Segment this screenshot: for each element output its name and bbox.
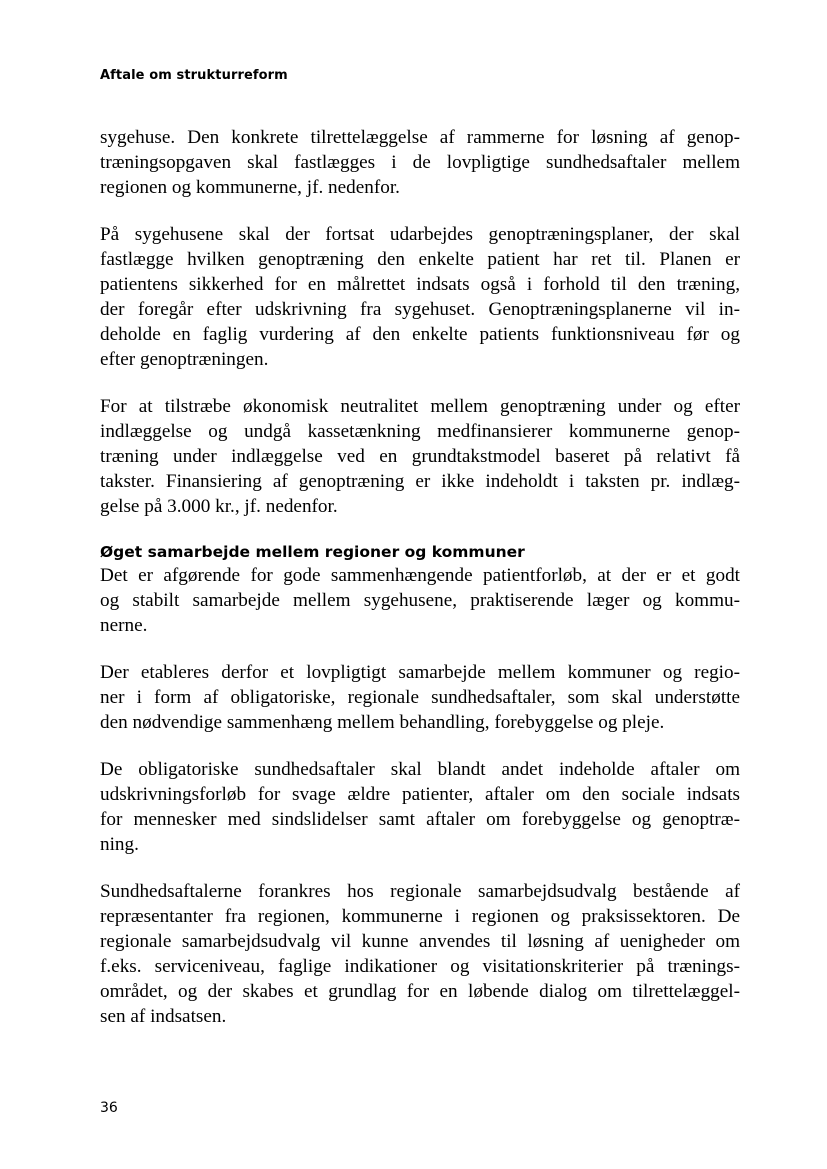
paragraph bbox=[100, 660, 740, 735]
text-line: regionen og kommunerne, jf. nedenfor. bbox=[100, 177, 400, 198]
text-line: Der etableres derfor et lovpligtigt samarbejde mellem kommuner og regio- bbox=[100, 662, 740, 683]
text-line: sen af indsatsen. bbox=[100, 1006, 227, 1027]
text-line: takster. Finansiering af genoptræning er ikke indeholdt i taksten pr. indlæg- bbox=[100, 471, 740, 492]
text-line: indlæggelse og undgå kassetænkning medfinansierer kommunerne genop- bbox=[100, 421, 740, 442]
paragraph bbox=[100, 879, 740, 1029]
text-line: f.eks. serviceniveau, faglige indikationer og visitationskriterier på trænings- bbox=[100, 956, 740, 977]
text-line: regionale samarbejdsudvalg vil kunne anvendes til løsning af uenigheder om bbox=[100, 931, 740, 952]
text-line: den nødvendige sammenhæng mellem behandling, forebyggelse og pleje. bbox=[100, 712, 665, 733]
text-line: nerne. bbox=[100, 615, 148, 636]
text-line: der foregår efter udskrivning fra sygehuset. Genoptræningsplanerne vil in- bbox=[100, 299, 740, 320]
text-line: udskrivningsforløb for svage ældre patienter, aftaler om den sociale indsats bbox=[100, 784, 740, 805]
running-header: Aftale om strukturreform bbox=[100, 68, 288, 83]
text-line: For at tilstræbe økonomisk neutralitet mellem genoptræning under og efter bbox=[100, 396, 740, 417]
paragraph bbox=[100, 222, 740, 372]
text-line: De obligatoriske sundhedsaftaler skal blandt andet indeholde aftaler om bbox=[100, 759, 740, 780]
paragraph bbox=[100, 125, 740, 200]
text-line: træning under indlæggelse ved en grundtakstmodel baseret på relativt få bbox=[100, 446, 740, 467]
text-line: området, og der skabes et grundlag for en løbende dialog om tilrettelæggel- bbox=[100, 981, 740, 1002]
text-line: fastlægge hvilken genoptræning den enkelte patient har ret til. Planen er bbox=[100, 249, 740, 270]
text-line: efter genoptræningen. bbox=[100, 349, 269, 370]
text-line: patientens sikkerhed for en målrettet indsats også i forhold til den træning, bbox=[100, 274, 740, 295]
text-line: Sundhedsaftalerne forankres hos regionale samarbejdsudvalg bestående af bbox=[100, 881, 740, 902]
paragraph bbox=[100, 757, 740, 857]
page-number: 36 bbox=[100, 1100, 118, 1116]
text-line: ner i form af obligatoriske, regionale sundhedsaftaler, som skal understøtte bbox=[100, 687, 740, 708]
section-heading: Øget samarbejde mellem regioner og kommuner bbox=[100, 543, 525, 561]
text-line: sygehuse. Den konkrete tilrettelæggelse af rammerne for løsning af genop- bbox=[100, 127, 740, 148]
text-line: og stabilt samarbejde mellem sygehusene, praktiserende læger og kommu- bbox=[100, 590, 740, 611]
text-line: gelse på 3.000 kr., jf. nedenfor. bbox=[100, 496, 338, 517]
text-line: På sygehusene skal der fortsat udarbejdes genoptræningsplaner, der skal bbox=[100, 224, 740, 245]
paragraph bbox=[100, 563, 740, 638]
text-line: repræsentanter fra regionen, kommunerne i regionen og praksissektoren. De bbox=[100, 906, 740, 927]
text-line: Det er afgørende for gode sammenhængende patientforløb, at der er et godt bbox=[100, 565, 740, 586]
text-line: for mennesker med sindslidelser samt aftaler om forebyggelse og genoptræ- bbox=[100, 809, 740, 830]
page-body bbox=[100, 125, 740, 1051]
paragraph bbox=[100, 394, 740, 519]
text-line: ning. bbox=[100, 834, 139, 855]
text-line: deholde en faglig vurdering af den enkelte patients funktionsniveau før og bbox=[100, 324, 740, 345]
text-line: træningsopgaven skal fastlægges i de lovpligtige sundhedsaftaler mellem bbox=[100, 152, 740, 173]
